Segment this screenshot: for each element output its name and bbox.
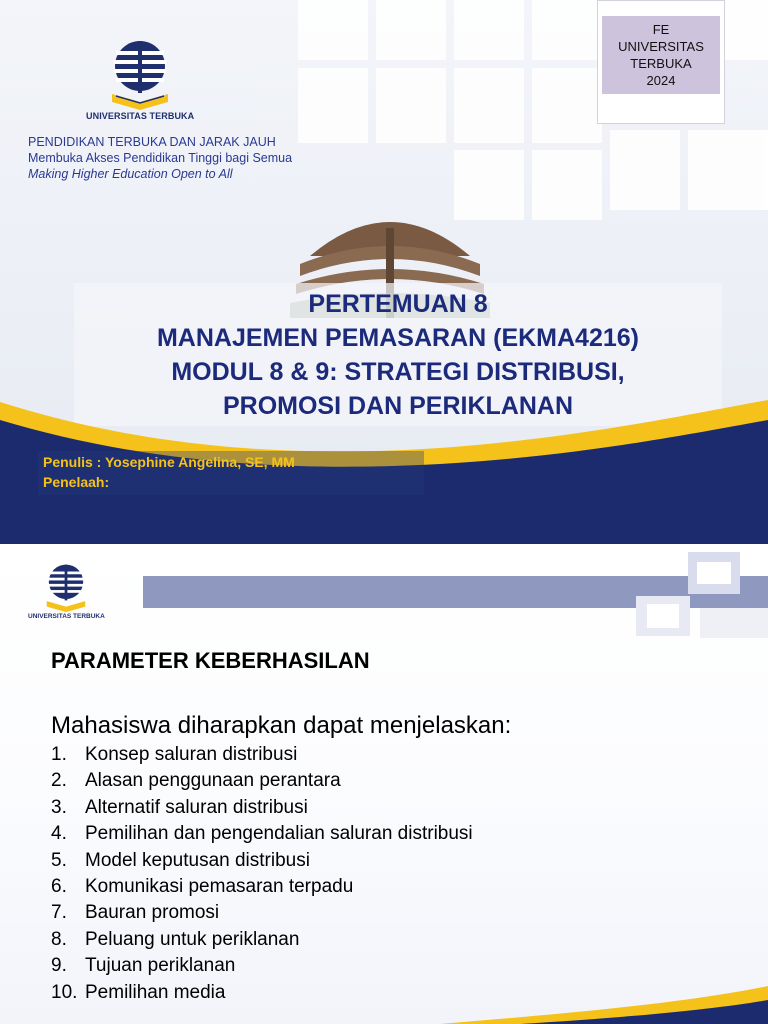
title-line: PROMOSI DAN PERIKLANAN (222, 391, 573, 420)
item-number: 8. (51, 928, 67, 950)
item-text: Pemilihan media (85, 981, 226, 1003)
logo-caption: UNIVERSITAS TERBUKA (28, 613, 105, 620)
badge-line: TERBUKA (630, 56, 692, 71)
tagline-primary: PENDIDIKAN TERBUKA DAN JARAK JAUH (28, 135, 276, 149)
item-number: 9. (51, 955, 67, 977)
item-text: Alasan penggunaan perantara (85, 770, 341, 792)
badge-line: FE (652, 22, 670, 37)
item-number: 3. (51, 796, 67, 818)
item-text: Bauran promosi (85, 902, 220, 924)
item-number: 5. (51, 849, 67, 871)
item-text: Alternatif saluran distribusi (85, 796, 308, 818)
list-item (51, 953, 473, 979)
badge-line: UNIVERSITAS (618, 39, 704, 54)
reviewer-line: Penelaah: (43, 474, 110, 490)
list-item (51, 874, 473, 900)
tagline-english: Making Higher Education Open to All (28, 167, 233, 181)
list-item (51, 900, 473, 926)
list-item (51, 821, 473, 847)
objectives-slide (0, 546, 768, 1024)
item-text: Peluang untuk periklanan (85, 928, 300, 950)
author-line: Penulis : Yosephine Angelina, SE, MM (43, 454, 295, 470)
item-number: 6. (51, 876, 67, 898)
item-number: 7. (51, 902, 67, 924)
list-item (51, 742, 473, 768)
list-item (51, 927, 473, 953)
section-heading: PARAMETER KEBERHASILAN (51, 648, 370, 673)
tagline-secondary: Membuka Akses Pendidikan Tinggi bagi Semua (28, 151, 293, 165)
ut-logo-icon (44, 562, 88, 614)
item-text: Model keputusan distribusi (85, 849, 310, 871)
item-number: 2. (51, 770, 67, 792)
title-line: MANAJEMEN PEMASARAN (EKMA4216) (156, 323, 639, 352)
item-text: Konsep saluran distribusi (85, 744, 298, 765)
objectives-intro: Mahasiswa diharapkan dapat menjelaskan: (51, 712, 512, 739)
item-number: 10. (51, 981, 78, 1003)
item-text: Pemilihan dan pengendalian saluran distribusi (85, 823, 473, 845)
item-number: 1. (51, 744, 67, 765)
logo-caption: UNIVERSITAS TERBUKA (86, 111, 195, 121)
list-item (51, 848, 473, 874)
item-text: Komunikasi pemasaran terpadu (85, 876, 354, 898)
list-item (51, 980, 473, 1006)
faculty-badge (597, 0, 725, 124)
faculty-badge-panel (602, 16, 720, 94)
list-item (51, 768, 473, 794)
title-line: MODUL 8 & 9: STRATEGI DISTRIBUSI, (171, 357, 625, 386)
item-text: Tujuan periklanan (85, 955, 236, 977)
badge-line: 2024 (646, 73, 676, 88)
list-item (51, 795, 473, 821)
item-number: 4. (51, 823, 67, 845)
objectives-list (51, 742, 473, 1006)
ut-logo-icon (108, 38, 172, 112)
title-line: PERTEMUAN 8 (308, 289, 488, 318)
